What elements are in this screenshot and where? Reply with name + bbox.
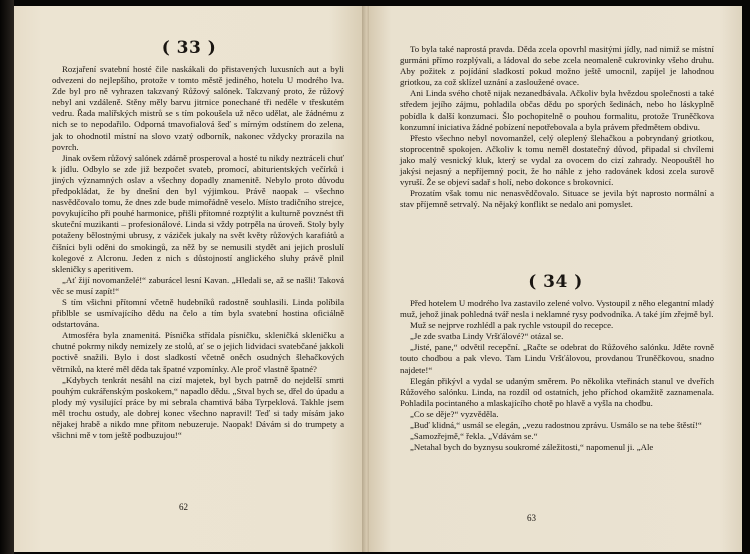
page-number: 63 [527, 513, 536, 523]
paragraph: „Netahal bych do byznysu soukromé záležitosti,“ napomenul ji. „Ale [410, 442, 654, 453]
paragraph: Prozatím však tomu nic nenasvědčovalo. Situace se jevila být naprosto normální a stav příjemně setrvalý. Na nějaký konflikt se nedalo ani pomyslet. [400, 188, 714, 210]
paragraph: „Buď klidná,“ usmál se elegán, „vezu radostnou zprávu. Usmálo se na tebe štěstí!“ [410, 420, 702, 431]
paragraph: „Kdybych tenkrát nesáhl na cizí majetek, byl bych patrně do nejdelší smrti pouhým cukrářenským poskokem,“ napadlo dědu. „Stval bych se, dřel do úpadu a plody mý vysilující práce by mi sebrala chamtivá bába Tyrpeklová. Takhle jsem měl trochu ostudy, ale dobrej konec všechno napravil! Teď si tady mísám jako nějakej hrabě a nikdo mne přitom nebuzeruje. Naopak! Dávám si do trumpety a všichni mě v tom ještě podbuzujou!“ [52, 374, 344, 441]
paragraph: „Samozřejmě,“ řekla. „Vdávám se.“ [410, 431, 538, 442]
left-page [14, 6, 365, 552]
paragraph: Před hotelem U modrého lva zastavilo zelené volvo. Vystoupil z něho elegantní mladý muž, jehož jinak pohledná tvář nesla i neklamné rysy podvodníka. A také jím zřejmě byl. [400, 298, 714, 320]
page-number: 62 [179, 502, 188, 512]
book-binding-shadow [0, 0, 14, 554]
paragraph: To byla také naprostá pravda. Děda zcela opovrhl masitými jídly, nad nimiž se místní gurmáni přímo rozplývali, a ládoval do sebe zcela neomaleně cukrovinky všeho druhu. Aby požitek z pojídání sladkostí pokud možno ještě umocnil, zapíjel je lahodnou griotkou, za což sklízel uznání a zasloužené ovace. [400, 44, 714, 88]
paragraph: Jinak ovšem růžový salónek zdárně prosperoval a hosté tu nikdy neztráceli chuť k jídlu. Odbylo se zde již bezpočet svateb, promocí, abiturientských večírků i jiných významných oslav a všechny dopadly znamenitě. Nebylo proto důvodu předpokládat, že by dnešní den byl výjimkou. Právě naopak – všechno nasvědčovalo tomu, že dnes zde bude mimořádně veselo. Místo tradičního strejce, povykujícího při pouhé harmonice, přišli přítomné rozptýlit a kulturně povznést tři skuteční muzikanti – profesionálové. Linda si vždy potrpěla na úroveň. Stoly byly potaženy bělostnými ubrusy, z váziček jukaly na svět květy růžových karafiátů a číšníci byli oděni do smokingů, za něž by se nemusili stydět ani jejich proslulí kolegové z Alcronu. Jeden z nich s důstojností anglického sluhy právě plnil skleničky s aperitivem. [52, 152, 344, 274]
paragraph: Ani Linda svého chotě nijak nezanedbávala. Ačkoliv byla hvězdou společnosti a také středem jejího zájmu, pohladila občas dědu po sporých šedinách, nebo ho láskyplně pobídla k další konzumaci. Šlo pochopitelně o pouhou formalitu, protože Truněčkova konzumní iniciativa žádné pobízení nepotřebovala a byla právem předmětem obdivu. [400, 88, 714, 132]
paragraph: „Je zde svatba Lindy Vršťálové?“ otázal se. [410, 331, 564, 342]
paragraph: Rozjaření svatební hosté čile naskákali do přistavených luxusních aut a byli odvezeni do nejlepšího, protože v tomto městě jediného, hotelu U modrého lva. Zde byl pro ně vyhrazen takzvaný Růžový salónek. Takzvaný proto, že růžový nebyl ani vzdáleně. Stěny měly barvu jitrnice ponechané tři neděle v třeskutém vedru. Řada malířských mistrů se s tím pokoušela už něco udělat, ale žádnému z nich se to nepodařilo. Odporná tmavofialová šeď s mírným odstínem do zelena, jak to ohodnotil místní na slovo vzatý odborník, nakonec vždycky prorazila na povrch. [52, 64, 344, 152]
paragraph: Elegán přikývl a vydal se udaným směrem. Po několika vteřinách stanul ve dveřích Růžového salónku. Linda, na rozdíl od ostatních, jeho příchod okamžitě zaznamenala. Pohladila pocintaného a mlaskajícího chotě po hlavě a vyšla na chodbu. [400, 375, 714, 408]
right-page-body-top [400, 44, 714, 210]
paragraph: „Ať žijí novomanželé!“ zaburácel lesní Kavan. „Hledali se, až se našli! Taková věc se musí zapít!“ [52, 274, 344, 296]
paragraph: Atmosféra byla znamenitá. Písnička střídala písničku, skleničká skleničku a chutné pokrmy nikdy nemizely ze stolů, ať se o jejich lidvidaci svatebčané jakkoli poctivě snažili. Bylo i dost sladkostí včetně oněch osudných šlehačkových větrníků, na které měl děda tak špatné vzpomínky. Ale proč vlastně špatné? [52, 330, 344, 374]
chapter-heading: ( 33 ) [161, 38, 217, 58]
paragraph: „Co se děje?“ vyzvěděla. [410, 408, 499, 419]
paragraph: „Jisté, pane,“ odvětil recepční. „Račte se odebrat do Růžového salónku. Jděte rovně touto chodbou a pak vlevo. Tam Lindu Vršťálovou, provdanou Truněčkovou, snadno najdete!“ [400, 342, 714, 375]
right-page-body-bottom [400, 298, 714, 453]
paragraph: Přesto všechno nebyl novomanžel, celý oleplený šlehačkou a pobryndaný griotkou, stoprocentně spokojen. Ačkoliv k tomu neměl dostatečný důvod, připadal si chvílemi jako malý vesnický kluk, který se vydal za ovocem do cizí zahrady. Neopouštěl ho jakýsi nejasný a nepříjemný pocit, že ho náhle z jeho radovánek kdosi zcela surově vyruší. Že se objeví sadař s holí, nebo dokonce s brokovnicí. [400, 132, 714, 188]
left-page-body [52, 64, 344, 441]
right-page [369, 6, 742, 552]
paragraph: S tím všichni přítomní včetně hudebníků radostně souhlasili. Linda políbila přiblble se usmívajícího dědu na čelo a tím byla svatební hostina oficiálně odstartována. [52, 296, 344, 330]
paragraph: Muž se nejprve rozhlédl a pak rychle vstoupil do recepce. [410, 320, 614, 331]
chapter-heading: ( 34 ) [528, 272, 583, 292]
